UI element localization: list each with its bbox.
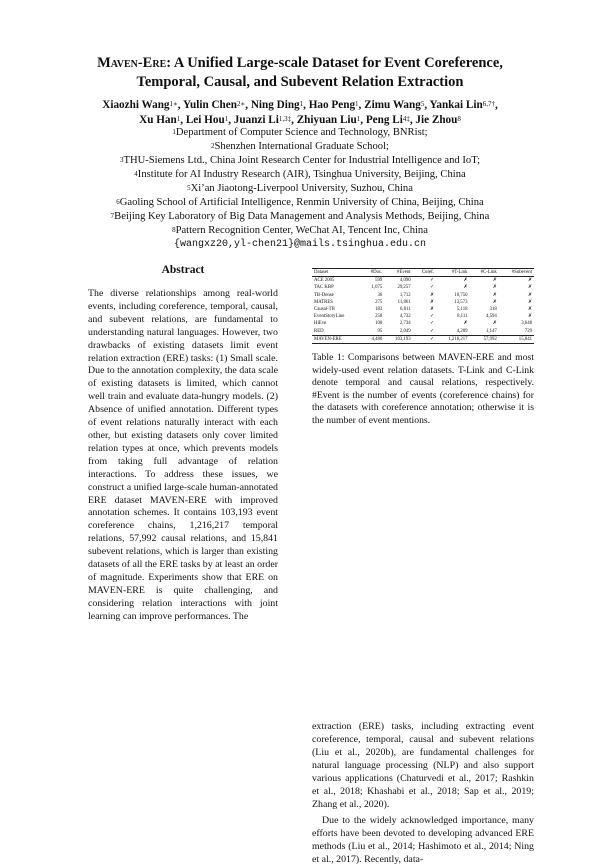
- affiliation: $^4$Institute for AI Industry Research (AIR), Tsinghua University, Beijing, China: [134, 169, 466, 180]
- body-paragraph-1: extraction (ERE) tasks, including extracting event coreference, temporal, causal and subevent relations (Liu et al., 2020b), are fundamental challenges for natural language processing (NLP) and also support various applications (Chaturvedi et al., 2017; Rashkin et al., 2018; Khashabi et al., 2018; Sap et al., 2019; Zhang et al., 2020).: [312, 721, 534, 810]
- table-cell: 318: [489, 307, 497, 313]
- table-cell: 29,257: [397, 285, 411, 291]
- table-row: [312, 299, 534, 306]
- table-cell: ✗: [492, 299, 497, 305]
- table-cell: 2,734: [399, 321, 411, 327]
- table-cell: RED: [314, 328, 324, 334]
- table-cell: ✗: [429, 307, 434, 313]
- table-cell: 275: [375, 299, 383, 305]
- author: Lei Hou$^1$: [185, 114, 229, 126]
- contact-email[interactable]: {wangxz20,yl-chen21}@mails.tsinghua.edu.cn: [173, 239, 427, 250]
- table-cell: ✗: [527, 299, 532, 305]
- affiliation: $^1$Department of Computer Science and Technology, BNRist;: [172, 127, 428, 138]
- table-cell: 4,594: [486, 314, 497, 320]
- abstract-text: The diverse relationships among real-world events, including coreference, temporal, causal, and subevent relations, are fundamental to understanding natural languages. However, two drawbacks of existing datasets limit event relation extraction (ERE) tasks: (1) Small scale. Due to the annotation complexity, the data scale of existing datasets is limited, which cannot well train and evaluate data-hungry models. (2) Absence of unified annotation. Different types of event relations naturally interact with each other, but existing datasets only cover limited relation types at once, which prevents models from taking full advantage of relation interactions. To address these issues, we construct a unified large-scale human-annotated ERE dataset MAVEN-ERE with improved annotation schemes. It contains 103,193 event coreference chains, 1,216,217 temporal relations, 57,992 causal relations, and 15,841 subevent relations, which is larger than existing datasets of all the ERE tasks by at least an order of magnitude. Experiments show that ERE on MAVEN-ERE is quite challenging, and considering relation interactions with joint learning can improve performances. The: [88, 288, 278, 622]
- table-cell: 4,209: [456, 328, 468, 334]
- table-cell: ✓: [429, 321, 434, 327]
- comparison-table: [312, 268, 534, 344]
- table-header-cell: #Subevent: [499, 269, 534, 277]
- author: Hao Peng$^1$: [308, 99, 359, 111]
- table-cell: ✗: [527, 307, 532, 313]
- table-cell: 1,075: [371, 285, 383, 291]
- table-row: [312, 320, 534, 327]
- affiliation: $^7$Beijing Key Laboratory of Big Data Management and Analysis Methods, Beijing, China: [110, 211, 490, 222]
- table-cell: ✗: [492, 285, 497, 291]
- body-paragraph-2: Due to the widely acknowledged importance, many efforts have been devoted to developing advanced ERE methods (Liu et al., 2014; Hashimoto et al., 2014; Ning et al., 2017). Recently, data-: [312, 815, 534, 865]
- table-cell: 11,861: [397, 299, 411, 305]
- author: Zimu Wang$^5$: [364, 99, 425, 111]
- affiliation: $^3$THU-Siemens Ltd., China Joint Research Center for Industrial Intelligence and IoT;: [119, 155, 481, 166]
- table-row: [312, 306, 534, 313]
- table-cell: HiEve: [314, 321, 327, 327]
- paper-title-line-2: Temporal, Causal, and Subevent Relation Extraction: [136, 74, 464, 90]
- table-cell: 4,480: [362, 335, 385, 343]
- table-header-cell: #Doc.: [362, 269, 385, 277]
- table-cell: TB-Dense: [314, 292, 334, 298]
- table-cell: ✗: [429, 292, 434, 298]
- table-cell: 8,111: [457, 314, 468, 320]
- table-cell: ✗: [463, 321, 468, 327]
- table-cell: ✓: [429, 278, 434, 284]
- table-cell: 57,992: [470, 335, 499, 343]
- table-cell: ✓: [429, 328, 434, 334]
- table-cell: MAVEN-ERE: [312, 335, 362, 343]
- table-row-maven-ere: [312, 335, 534, 343]
- table-cell: 258: [375, 314, 383, 320]
- table-cell: ✗: [492, 321, 497, 327]
- abstract-section: [88, 262, 278, 624]
- table-row: [312, 292, 534, 299]
- author: Peng $Li^{4\ddagger}$: [365, 114, 410, 126]
- author: Juanzi $Li^{1,3\ddagger}$: [233, 114, 292, 126]
- table-header-cell: #T-Link: [436, 269, 470, 277]
- table-cell: ✗: [429, 299, 434, 305]
- table-cell: ✗: [527, 285, 532, 291]
- author: Jie Zhou$^8$: [415, 114, 461, 126]
- table-row: [312, 277, 534, 285]
- table-cell: ✗: [527, 292, 532, 298]
- affiliation: $^2$Shenzhen International Graduate School;: [211, 141, 389, 152]
- table-cell: 103,193: [384, 335, 412, 343]
- table-cell: 10,750: [454, 292, 468, 298]
- author: Yulin Chen$^{2∗}$: [182, 99, 246, 111]
- table-header-cell: #C-Link: [470, 269, 499, 277]
- table-cell: ✗: [492, 278, 497, 284]
- table-row: [312, 328, 534, 336]
- table-caption: Table 1: Comparisons between MAVEN-ERE and most widely-used event relation datasets. T-Link and C-Link denote temporal and causal relations, respectively. #Event is the number of events (coreference chains) for the datasets with coreference annotation; otherwise it is the number of event mentions.: [312, 352, 534, 426]
- table-cell: EventStoryLine: [314, 314, 345, 320]
- table-cell: MATRES: [314, 299, 333, 305]
- table-cell: Causal-TB: [314, 307, 335, 313]
- table-cell: ✗: [527, 278, 532, 284]
- author: Zhiyuan Liu$^1$: [296, 114, 361, 126]
- affiliation: $^6$Gaoling School of Artificial Intelligence, Renmin University of China, Beijing, China: [116, 197, 484, 208]
- table-cell: 4,732: [399, 314, 411, 320]
- table-cell: 15,841: [499, 335, 534, 343]
- author-line-1: Xiaozhi Wang$^{1∗}$, Yulin Chen$^{2∗}$, Ning Ding$^1$, Hao Peng$^1$, Zimu Wang$^5$, Yankai Lin$^{6,7\dagger}$,: [102, 99, 498, 111]
- table-cell: 2,049: [399, 328, 411, 334]
- table-row: [312, 313, 534, 320]
- table-cell: 5,118: [456, 307, 468, 313]
- table-cell: 1,216,217: [436, 335, 470, 343]
- table-cell: 1,147: [486, 328, 497, 334]
- author: Ning Ding$^1$: [250, 99, 304, 111]
- table-cell: ✓: [429, 285, 434, 291]
- author: Yankai Lin$^{6,7\dagger}$: [429, 99, 495, 111]
- table-cell: 599: [375, 278, 383, 284]
- paper-title-line-1: Maven-Ere: A Unified Large-scale Dataset for Event Coreference,: [97, 55, 503, 71]
- table-cell: ✗: [463, 285, 468, 291]
- right-column: [312, 262, 534, 865]
- table-cell: 100: [375, 321, 383, 327]
- table-header-cell: Coref.: [413, 269, 436, 277]
- table-cell: 13,573: [454, 299, 468, 305]
- table-cell: ✗: [527, 314, 532, 320]
- table-cell: 1,712: [399, 292, 411, 298]
- abstract-heading: Abstract: [161, 264, 205, 276]
- table-cell: 6,811: [400, 307, 411, 313]
- table-row: [312, 284, 534, 291]
- table-cell: 729: [524, 328, 532, 334]
- table-header-row: [312, 269, 534, 277]
- table-cell: TAC KBP: [314, 285, 334, 291]
- author: Xiaozhi Wang$^{1∗}$: [102, 99, 178, 111]
- table-cell: ✗: [492, 292, 497, 298]
- table-cell: ✓: [413, 335, 436, 343]
- author-line-2: Xu Han$^1$, Lei Hou$^1$, Juanzi $Li^{1,3\ddagger}$, Zhiyuan Liu$^1$, Peng $Li^{4\ddagger}$, Jie Zhou$^8$: [139, 114, 461, 126]
- table-header-cell: #Event: [384, 269, 412, 277]
- author: Xu Han$^1$: [139, 114, 181, 126]
- table-cell: ACE 2005: [314, 278, 335, 284]
- table-cell: 4,090: [399, 278, 411, 284]
- table-cell: ✓: [429, 314, 434, 320]
- affiliation: $^8$Pattern Recognition Center, WeChat AI, Tencent Inc, China: [172, 225, 428, 236]
- table-cell: 95: [377, 328, 383, 334]
- table-cell: 36: [377, 292, 383, 298]
- table-cell: ✗: [463, 278, 468, 284]
- table-header-cell: Dataset: [312, 269, 362, 277]
- affiliation: $^5$Xi’an Jiaotong-Liverpool University, Suzhou, China: [187, 183, 413, 194]
- table-cell: 3,648: [521, 321, 532, 327]
- table-cell: 183: [375, 307, 383, 313]
